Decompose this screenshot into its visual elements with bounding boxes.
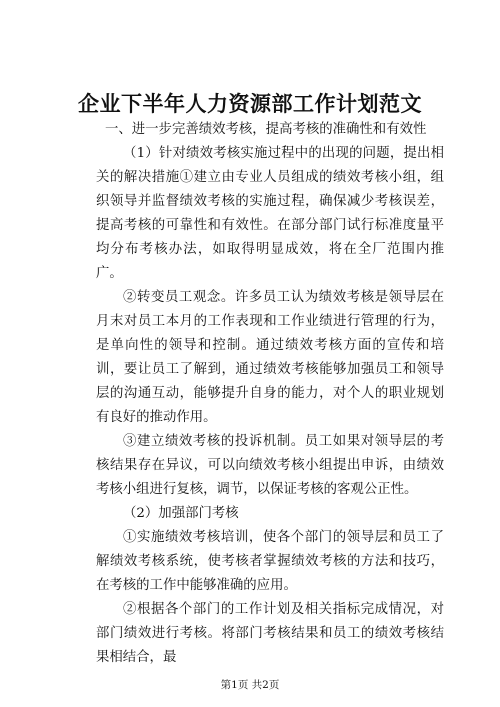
page-footer: 第1页 共2页	[220, 679, 280, 691]
subsection-heading: （2）加强部门考核	[123, 506, 239, 521]
paragraph: ②根据各个部门的工作计划及相关指标完成情况，对部门绩效进行考核。将部门考核结果和员工的绩效考核结果相结合，最	[96, 602, 444, 665]
paragraph: ③建立绩效考核的投诉机制。员工如果对领导层的考核结果存在异议，可以向绩效考核小组提出申诉，由绩效考核小组进行复核，调节，以保证考核的客观公正性。	[96, 434, 444, 497]
section-heading: 一、进一步完善绩效考核，提高考核的准确性和有效性	[105, 122, 427, 137]
paragraph: ①实施绩效考核培训，使各个部门的领导层和员工了解绩效考核系统，使考核者掌握绩效考核的方法和技巧，在考核的工作中能够准确的应用。	[96, 530, 444, 593]
document-body	[96, 118, 444, 670]
paragraph: ②转变员工观念。许多员工认为绩效考核是领导层在月末对员工本月的工作表现和工作业绩进行管理的行为，是单向性的领导和控制。通过绩效考核方面的宣传和培训，要让员工了解到，通过绩效考核能够加强员工和领导层的沟通互动，能够提升自身的能力，对个人的职业规划有良好的推动作用。	[96, 290, 444, 425]
paragraph: （1）针对绩效考核实施过程中的出现的问题，提出相关的解决措施①建立由专业人员组成的绩效考核小组，组织领导并监督绩效考核的实施过程，确保减少考核误差，提高考核的可靠性和有效性。在部分部门试行标准度量平均分布考核办法，如取得明显成效，将在全厂范围内推广。	[96, 146, 444, 281]
document-title: 企业下半年人力资源部工作计划范文	[78, 91, 422, 116]
